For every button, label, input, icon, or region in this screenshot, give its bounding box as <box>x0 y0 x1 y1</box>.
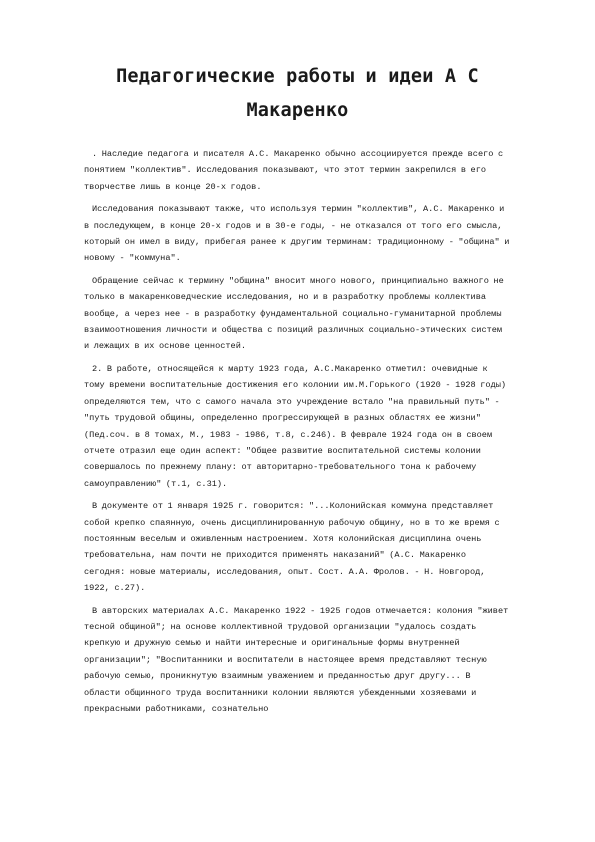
paragraph-1: . Наследие педагога и писателя А.С. Макаренко обычно ассоциируется прежде всего с понятием "коллектив". Исследования показывают, что этот термин закрепился в его творчестве лишь в конце 20-х годов. <box>84 149 504 192</box>
document-title-line-2: Макаренко <box>246 100 349 121</box>
paragraph-5: В документе от 1 января 1925 г. говорится: "...Колонийская коммуна представляет собой крепко спаянную, очень дисциплинированную рабочую общину, но в то же время с постоянным веселым и оживленным настроением. Хотя колонийская дисциплина очень требовательна, нам почти не приходится применять наказаний" (А.С. Макаренко сегодня: новые материалы, исследования, опыт. Сост. А.А. Фролов. - Н. Новгород, 1922, с.27). <box>84 501 500 594</box>
document-title-line-1: Педагогические работы и идеи А С <box>116 66 479 87</box>
document-title <box>84 60 511 128</box>
paragraph-4: 2. В работе, относящейся к марту 1923 года, А.С.Макаренко отметил: очевидные к тому времени воспитательные достижения его колонии им.М.Горького (1920 - 1928 годы) определяются тем, что с самого начала это учреждение встало "на правильный путь" -"путь трудовой общины, определенно прогрессирующей в разных областях ее жизни" (Пед.соч. в 8 томах, М., 1983 - 1986, т.8, с.246). В феврале 1924 года он в своем отчете отразил еще один аспект: "Общее развитие воспитательной системы колонии совершалось по прежнему плану: от авторитарно-требовательного тона к рабочему самоуправлению" (т.1, с.31). <box>84 363 507 489</box>
paragraph-3: Обращение сейчас к термину "община" вносит много нового, принципиально важного не только в макаренковедческие исследования, но и в разработку проблемы коллектива вообще, а через нее - в разработку фундаментальной социально-гуманитарной проблемы взаимоотношения личности и общества с позиций различных социально-этических систем и лежащих в их основе ценностей. <box>84 275 504 352</box>
paragraph-6: В авторских материалах А.С. Макаренко 1922 - 1925 годов отмечается: колония "живет тесной общиной"; на основе коллективной трудовой организации "удалось создать крепкую и дружную семью и найти интересные и оригинальные формы внутренней организации"; "Воспитанники и воспитатели в настоящее время представляют тесную рабочую семью, проникнутую взаимным уважением и преданностью друг другу... В области общинного труда воспитанники колонии являются убежденными хозяевами и прекрасными работниками, сознательно <box>84 605 509 714</box>
paragraph-2: Исследования показывают также, что используя термин "коллектив", А.С. Макаренко и в последующем, в конце 20-х годов и в 30-е годы, - не отказался от того его смысла, который он имел в виду, прибегая ранее к другим терминам: традиционному - "община" и новому - "коммуна". <box>84 204 510 264</box>
